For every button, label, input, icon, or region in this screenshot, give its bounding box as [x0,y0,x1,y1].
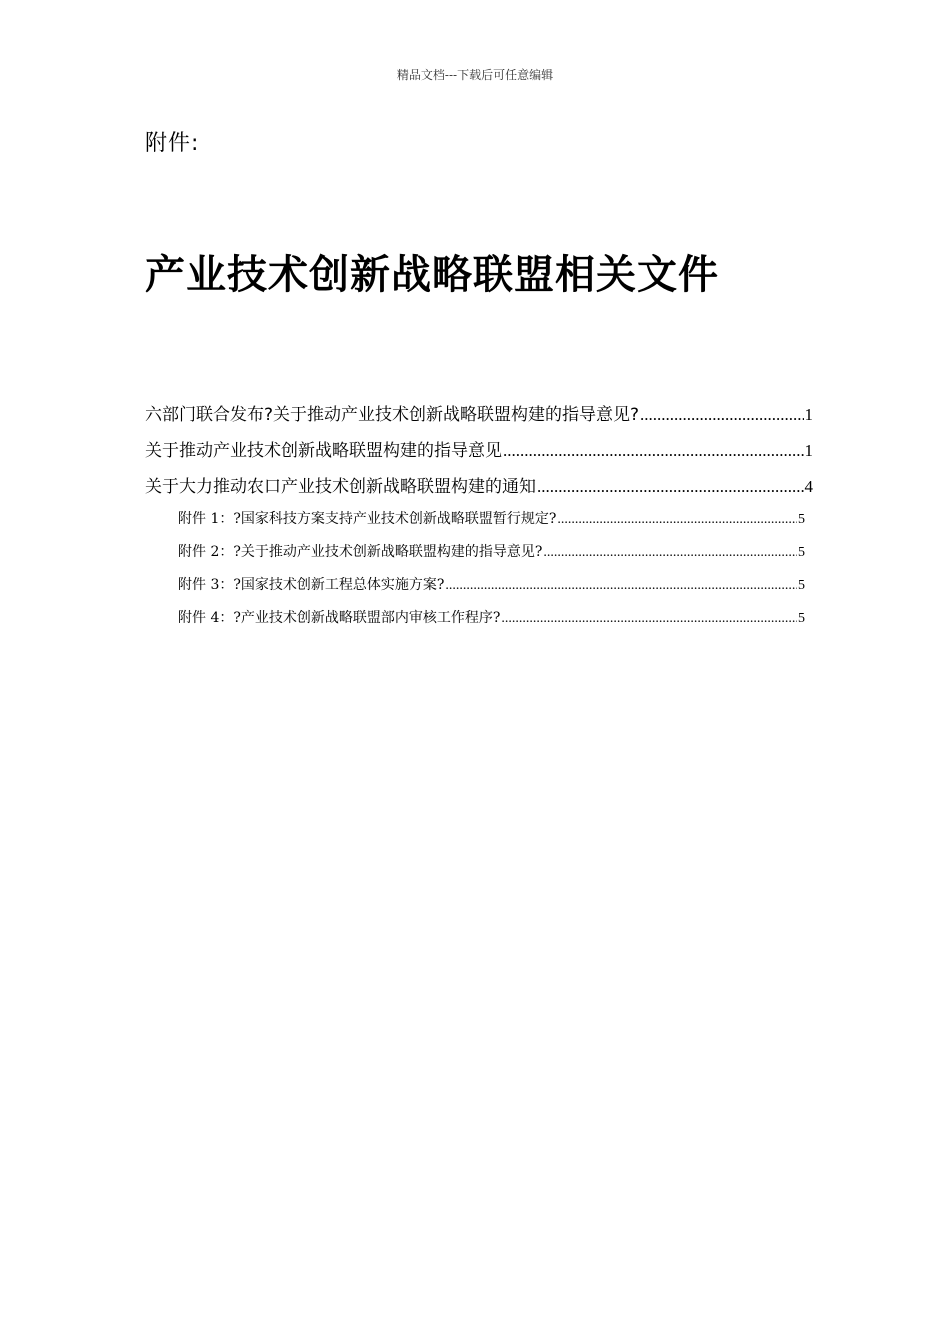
toc-page-number: 5 [798,512,805,527]
toc-subentry[interactable] [178,508,805,541]
toc-leader-dots [503,441,804,461]
toc-subentry-text: 附件 4：?产业技术创新战略联盟部内审核工作程序? [178,610,501,626]
attachment-label: 附件: [145,131,200,156]
toc-entry-text: 关于大力推动农口产业技术创新战略联盟构建的通知 [145,477,536,497]
toc-entry[interactable] [145,400,813,436]
toc-page-number: 4 [804,477,813,496]
toc-leader-dots [445,578,797,594]
toc-page-number: 5 [798,611,805,626]
toc-subentry-text: 附件 1：?国家科技方案支持产业技术创新战略联盟暂行规定? [178,511,557,527]
toc-leader-dots [501,611,797,627]
toc-subentry[interactable] [178,574,805,607]
toc-leader-dots [537,477,804,497]
toc-page-number: 1 [804,441,813,460]
toc-leader-dots [557,512,797,528]
toc-subentry-text: 附件 3：?国家技术创新工程总体实施方案? [178,577,445,593]
toc-leader-dots [640,405,803,425]
toc-page-number: 5 [798,578,805,593]
toc-entry[interactable] [145,436,813,472]
table-of-contents [145,400,813,640]
toc-leader-dots [543,545,797,561]
toc-subentry-text: 附件 2：?关于推动产业技术创新战略联盟构建的指导意见? [178,544,543,560]
toc-entry-text: 六部门联合发布?关于推动产业技术创新战略联盟构建的指导意见? [145,405,640,425]
toc-entry[interactable] [145,472,813,508]
toc-subentry[interactable] [178,541,805,574]
document-title: 产业技术创新战略联盟相关文件 [145,252,719,298]
toc-subentry[interactable] [178,607,805,640]
toc-page-number: 5 [798,545,805,560]
toc-page-number: 1 [804,405,813,424]
page-header: 精品文档---下载后可任意编辑 [396,68,554,82]
toc-entry-text: 关于推动产业技术创新战略联盟构建的指导意见 [145,441,502,461]
